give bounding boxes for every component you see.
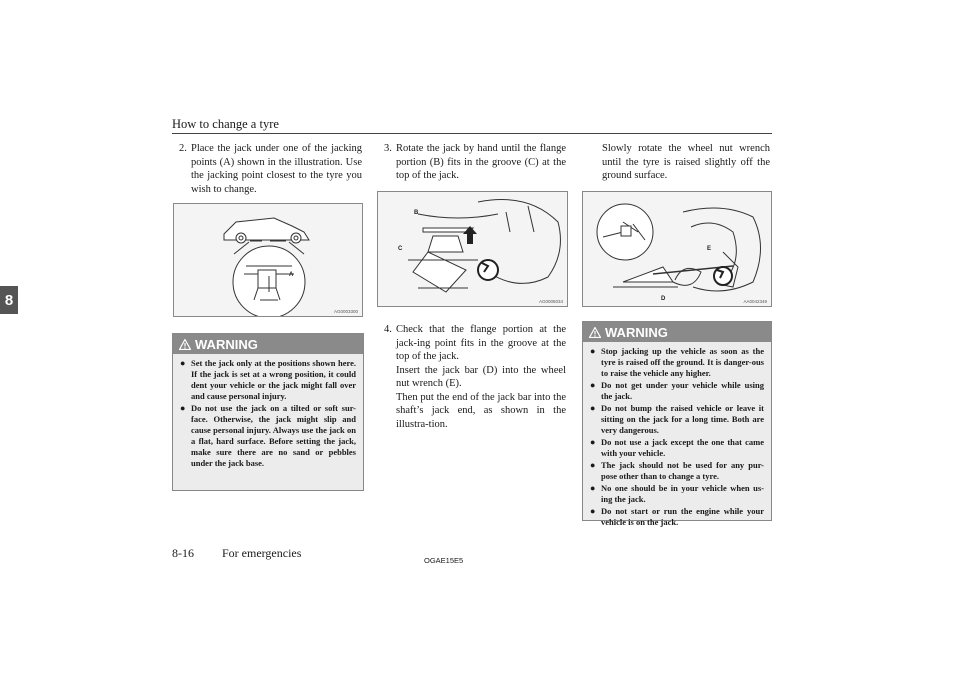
header-divider xyxy=(172,133,772,134)
step-number: 2. xyxy=(179,143,187,154)
step-4 xyxy=(384,323,566,431)
label-b: B xyxy=(414,210,419,216)
wrench-jack-illustration xyxy=(583,192,771,306)
warning-item: ● Do not get under your vehicle while using the jack. xyxy=(590,380,764,401)
warning-list xyxy=(173,354,363,476)
warning-item: ● Do not use a jack except the one that came with your vehicle. xyxy=(590,437,764,458)
bullet-icon: ● xyxy=(590,460,596,470)
bullet-icon: ● xyxy=(590,506,596,516)
page-number: 8-16 xyxy=(172,546,194,560)
warning-item: ● Do not start or run the engine while your vehicle is on the jack. xyxy=(590,506,764,527)
intro-paragraph: Slowly rotate the wheel nut wrench until the tyre is raised slightly off the ground surface. xyxy=(602,143,770,181)
jack-flange-illustration xyxy=(378,192,567,306)
warning-list xyxy=(583,342,771,535)
footer-section: For emergencies xyxy=(222,546,302,560)
step-text: Place the jack under one of the jacking points (A) shown in the illustration. Use the jacking point closest to the tyre you wish to change. xyxy=(191,143,362,195)
warning-title: WARNING xyxy=(605,324,668,340)
warning-header xyxy=(173,334,363,354)
warning-box-2 xyxy=(582,321,772,527)
bullet-icon: ● xyxy=(590,483,596,493)
warning-triangle-icon xyxy=(179,339,191,350)
bullet-icon: ● xyxy=(180,358,186,368)
warning-box-1 xyxy=(172,333,364,491)
section-tab: 8 xyxy=(0,286,18,314)
warning-item: ● Do not bump the raised vehicle or leave it sitting on the jack for a long time. Both are very dangerous. xyxy=(590,403,764,435)
document-code: OGAE15E5 xyxy=(424,556,464,565)
figure-code: AA0042349 xyxy=(743,299,767,304)
warning-title: WARNING xyxy=(195,336,258,352)
warning-item: ● No one should be in your vehicle when us-ing the jack. xyxy=(590,483,764,504)
car-jacking-illustration xyxy=(174,204,362,316)
bullet-icon: ● xyxy=(590,403,596,413)
jack-flange-figure xyxy=(377,191,568,307)
figure-code: AG0003300 xyxy=(333,309,358,314)
step-3 xyxy=(384,142,566,183)
step-number: 4. xyxy=(384,324,392,335)
step-text: Check that the flange portion at the jack-ing point fits in the groove at the top of the jack. Insert the jack bar (D) into the wheel nut wrench (E). Then put the end of the jack bar into the shaft’s jack end, as shown in the illustra-tion. xyxy=(396,324,566,430)
label-d: D xyxy=(661,296,666,302)
step-2 xyxy=(179,142,362,196)
figure-code: AG0005034 xyxy=(538,299,563,304)
bullet-icon: ● xyxy=(590,346,596,356)
label-a: A xyxy=(289,272,294,278)
step-text: Rotate the jack by hand until the flange portion (B) fits in the groove (C) at the top of the jack. xyxy=(396,143,566,181)
label-c: C xyxy=(398,246,403,252)
bullet-icon: ● xyxy=(590,380,596,390)
warning-item: ● Do not use the jack on a tilted or soft sur-face. Otherwise, the jack might slip and cause personal injury. Always use the jack on a flat, hard surface. Before setting the jack, make sure there are no sand or pebbles under the jack base. xyxy=(180,403,356,468)
warning-item: ● The jack should not be used for any pur-pose other than to change a tyre. xyxy=(590,460,764,481)
warning-item: ● Stop jacking up the vehicle as soon as the tyre is raised off the ground. It is danger-ous to raise the vehicle any higher. xyxy=(590,346,764,378)
wrench-jack-figure xyxy=(582,191,772,307)
bullet-icon: ● xyxy=(180,403,186,413)
page-header: How to change a tyre xyxy=(172,117,279,131)
warning-triangle-icon xyxy=(589,327,601,338)
warning-header xyxy=(583,322,771,342)
jacking-points-figure xyxy=(173,203,363,317)
warning-item: ● Set the jack only at the positions shown here. If the jack is set at a wrong position, it could dent your vehicle or the jack might fall over and cause personal injury. xyxy=(180,358,356,401)
label-e: E xyxy=(707,246,712,252)
bullet-icon: ● xyxy=(590,437,596,447)
step-number: 3. xyxy=(384,143,392,154)
